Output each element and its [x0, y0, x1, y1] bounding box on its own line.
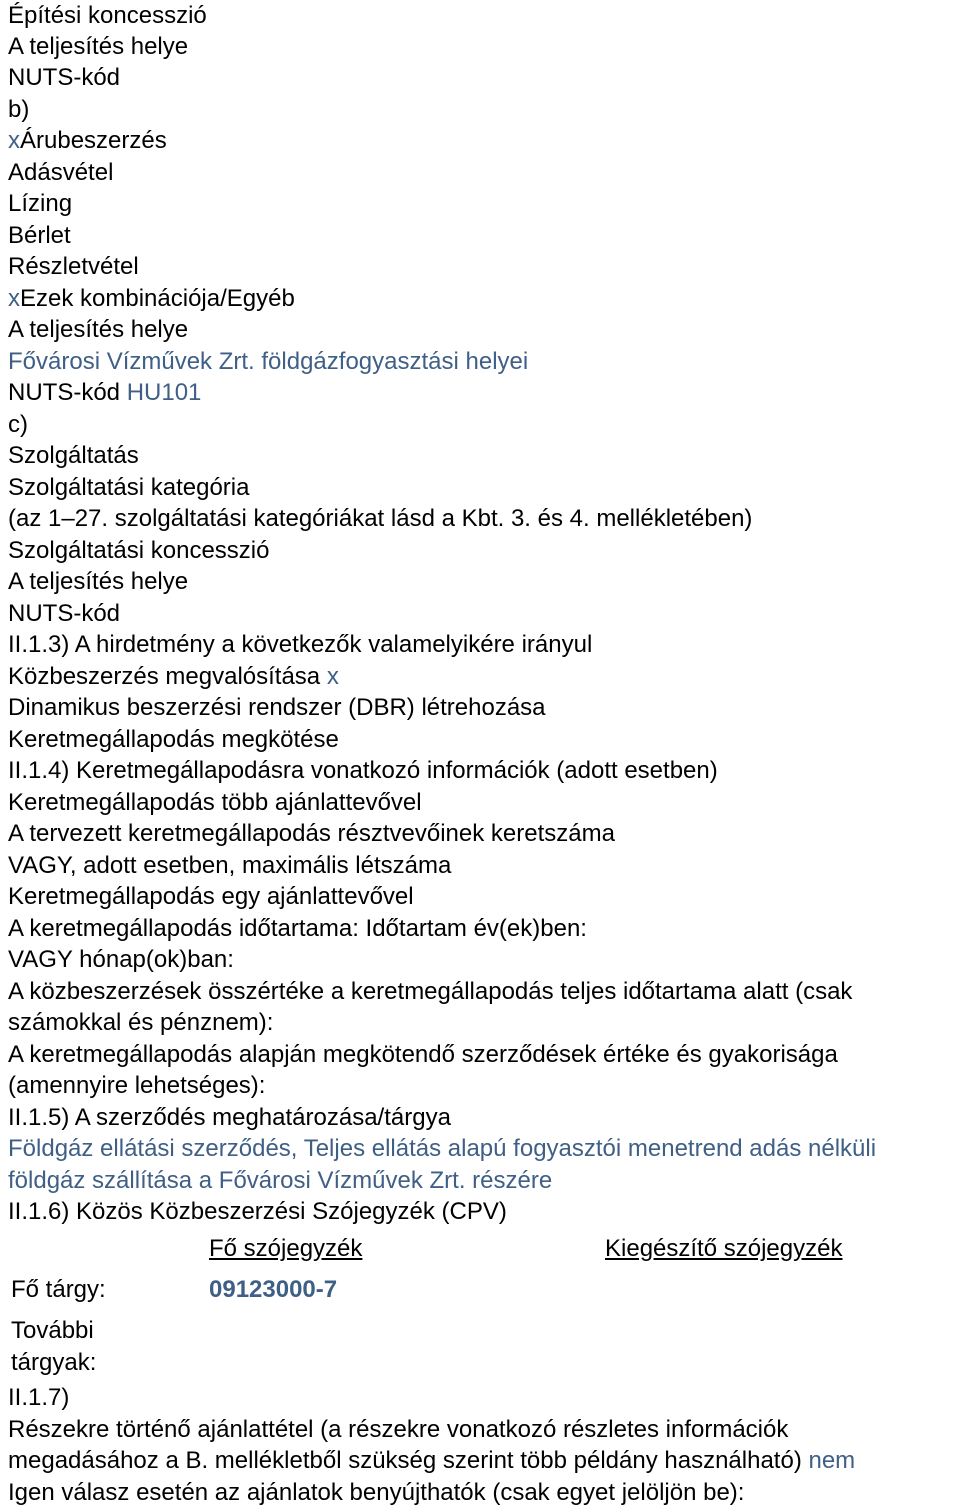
line-kategoria-note: (az 1–27. szolgáltatási kategóriákat lásd a Kbt. 3. és 4. mellékletében) — [8, 505, 753, 532]
line-keretmegallapodas-megkotese: Keretmegállapodás megkötése — [8, 726, 339, 753]
line-igen-valasz: Igen válasz esetén az ajánlatok benyújthatók (csak egyet jelöljön be): — [8, 1479, 745, 1506]
line-egy-ajanlattevovel: Keretmegállapodás egy ajánlattevővel — [8, 883, 414, 910]
line-szerzodesek-erteke-1: A keretmegállapodás alapján megkötendő szerződések értéke és gyakorisága — [8, 1041, 838, 1068]
cpv-main-code: 09123000-7 — [209, 1276, 338, 1303]
line-reszekre-2 — [8, 1445, 855, 1476]
line-reszletvetel: Részletvétel — [8, 253, 139, 280]
section-heading-ii-1-7: II.1.7) — [8, 1384, 70, 1411]
arubeszerzes-label: Árubeszerzés — [20, 127, 167, 154]
check-mark-kozbeszerzes: x — [326, 663, 339, 690]
cpv-header-supplementary: Kiegészítő szójegyzék — [605, 1235, 843, 1262]
cpv-additional-label-1: További — [11, 1317, 94, 1344]
line-szolgaltatasi-koncesszio: Szolgáltatási koncesszió — [8, 537, 270, 564]
line-targy-value-1: Földgáz ellátási szerződés, Teljes ellátás alapú fogyasztói menetrend adás nélküli — [8, 1135, 877, 1162]
nuts-kod-label: NUTS-kód — [8, 379, 127, 406]
check-mark-kombinacio: x — [8, 285, 20, 312]
line-epitesi-koncesszio: Építési koncesszió — [8, 2, 207, 29]
line-berlet: Bérlet — [8, 222, 71, 249]
line-keretszama: A tervezett keretmegállapodás résztvevőinek keretszáma — [8, 820, 615, 847]
line-szolgaltatasi-kategoria: Szolgáltatási kategória — [8, 474, 250, 501]
section-heading-ii-1-3: II.1.3) A hirdetmény a következők valamelyikére irányul — [8, 631, 593, 658]
line-kombinacio — [8, 283, 295, 314]
line-nuts-kod-1: NUTS-kód — [8, 64, 121, 91]
reszekre-label: megadásához a B. mellékletből szükség szerint több példány használható) — [8, 1447, 809, 1474]
line-nuts-kod-3: NUTS-kód — [8, 600, 121, 627]
cpv-main-label: Fő tárgy: — [11, 1276, 106, 1303]
line-targy-value-2: földgáz szállítása a Fővárosi Vízművek Zrt. részére — [8, 1167, 553, 1194]
check-mark-arubeszerzes: x — [8, 127, 20, 154]
line-nuts-kod-2 — [8, 377, 201, 408]
section-heading-ii-1-5: II.1.5) A szerződés meghatározása/tárgya — [8, 1104, 451, 1131]
line-lizing: Lízing — [8, 190, 73, 217]
line-tobb-ajanlattevovel: Keretmegállapodás több ajánlattevővel — [8, 789, 422, 816]
line-c: c) — [8, 411, 28, 438]
line-maximalis-letszama: VAGY, adott esetben, maximális létszáma — [8, 852, 452, 879]
line-reszekre-1: Részekre történő ajánlattétel (a részekre vonatkozó részletes információk — [8, 1416, 789, 1443]
line-kozbeszerzes-megvalositasa — [8, 661, 339, 692]
line-teljesites-helye-2: A teljesítés helye — [8, 316, 189, 343]
line-dbr: Dinamikus beszerzési rendszer (DBR) létrehozása — [8, 694, 546, 721]
partial-bids-value: nem — [808, 1447, 856, 1474]
section-heading-ii-1-6: II.1.6) Közös Közbeszerzési Szójegyzék (CPV) — [8, 1198, 507, 1225]
line-teljesites-helye-3: A teljesítés helye — [8, 568, 189, 595]
nuts-code-value: HU101 — [126, 379, 202, 406]
line-szolgaltatas: Szolgáltatás — [8, 442, 139, 469]
cpv-header-main: Fő szójegyzék — [209, 1235, 363, 1262]
line-arubeszerzes — [8, 125, 167, 156]
kombinacio-label: Ezek kombinációja/Egyéb — [20, 285, 295, 312]
kozbeszerzes-label: Közbeszerzés megvalósítása — [8, 663, 327, 690]
line-teljesites-helye-value: Fővárosi Vízművek Zrt. földgázfogyasztási helyei — [8, 348, 529, 375]
line-adasvetel: Adásvétel — [8, 159, 114, 186]
section-heading-ii-1-4: II.1.4) Keretmegállapodásra vonatkozó információk (adott esetben) — [8, 757, 718, 784]
line-teljesites-helye-1: A teljesítés helye — [8, 33, 189, 60]
line-osszertek-1: A közbeszerzések összértéke a keretmegállapodás teljes időtartama alatt (csak — [8, 978, 853, 1005]
line-b: b) — [8, 96, 30, 123]
line-szerzodesek-erteke-2: (amennyire lehetséges): — [8, 1072, 266, 1099]
line-osszertek-2: számokkal és pénznem): — [8, 1009, 274, 1036]
line-honapokban: VAGY hónap(ok)ban: — [8, 946, 234, 973]
line-idotartam: A keretmegállapodás időtartama: Időtartam év(ek)ben: — [8, 915, 587, 942]
cpv-additional-label-2: tárgyak: — [11, 1349, 97, 1376]
